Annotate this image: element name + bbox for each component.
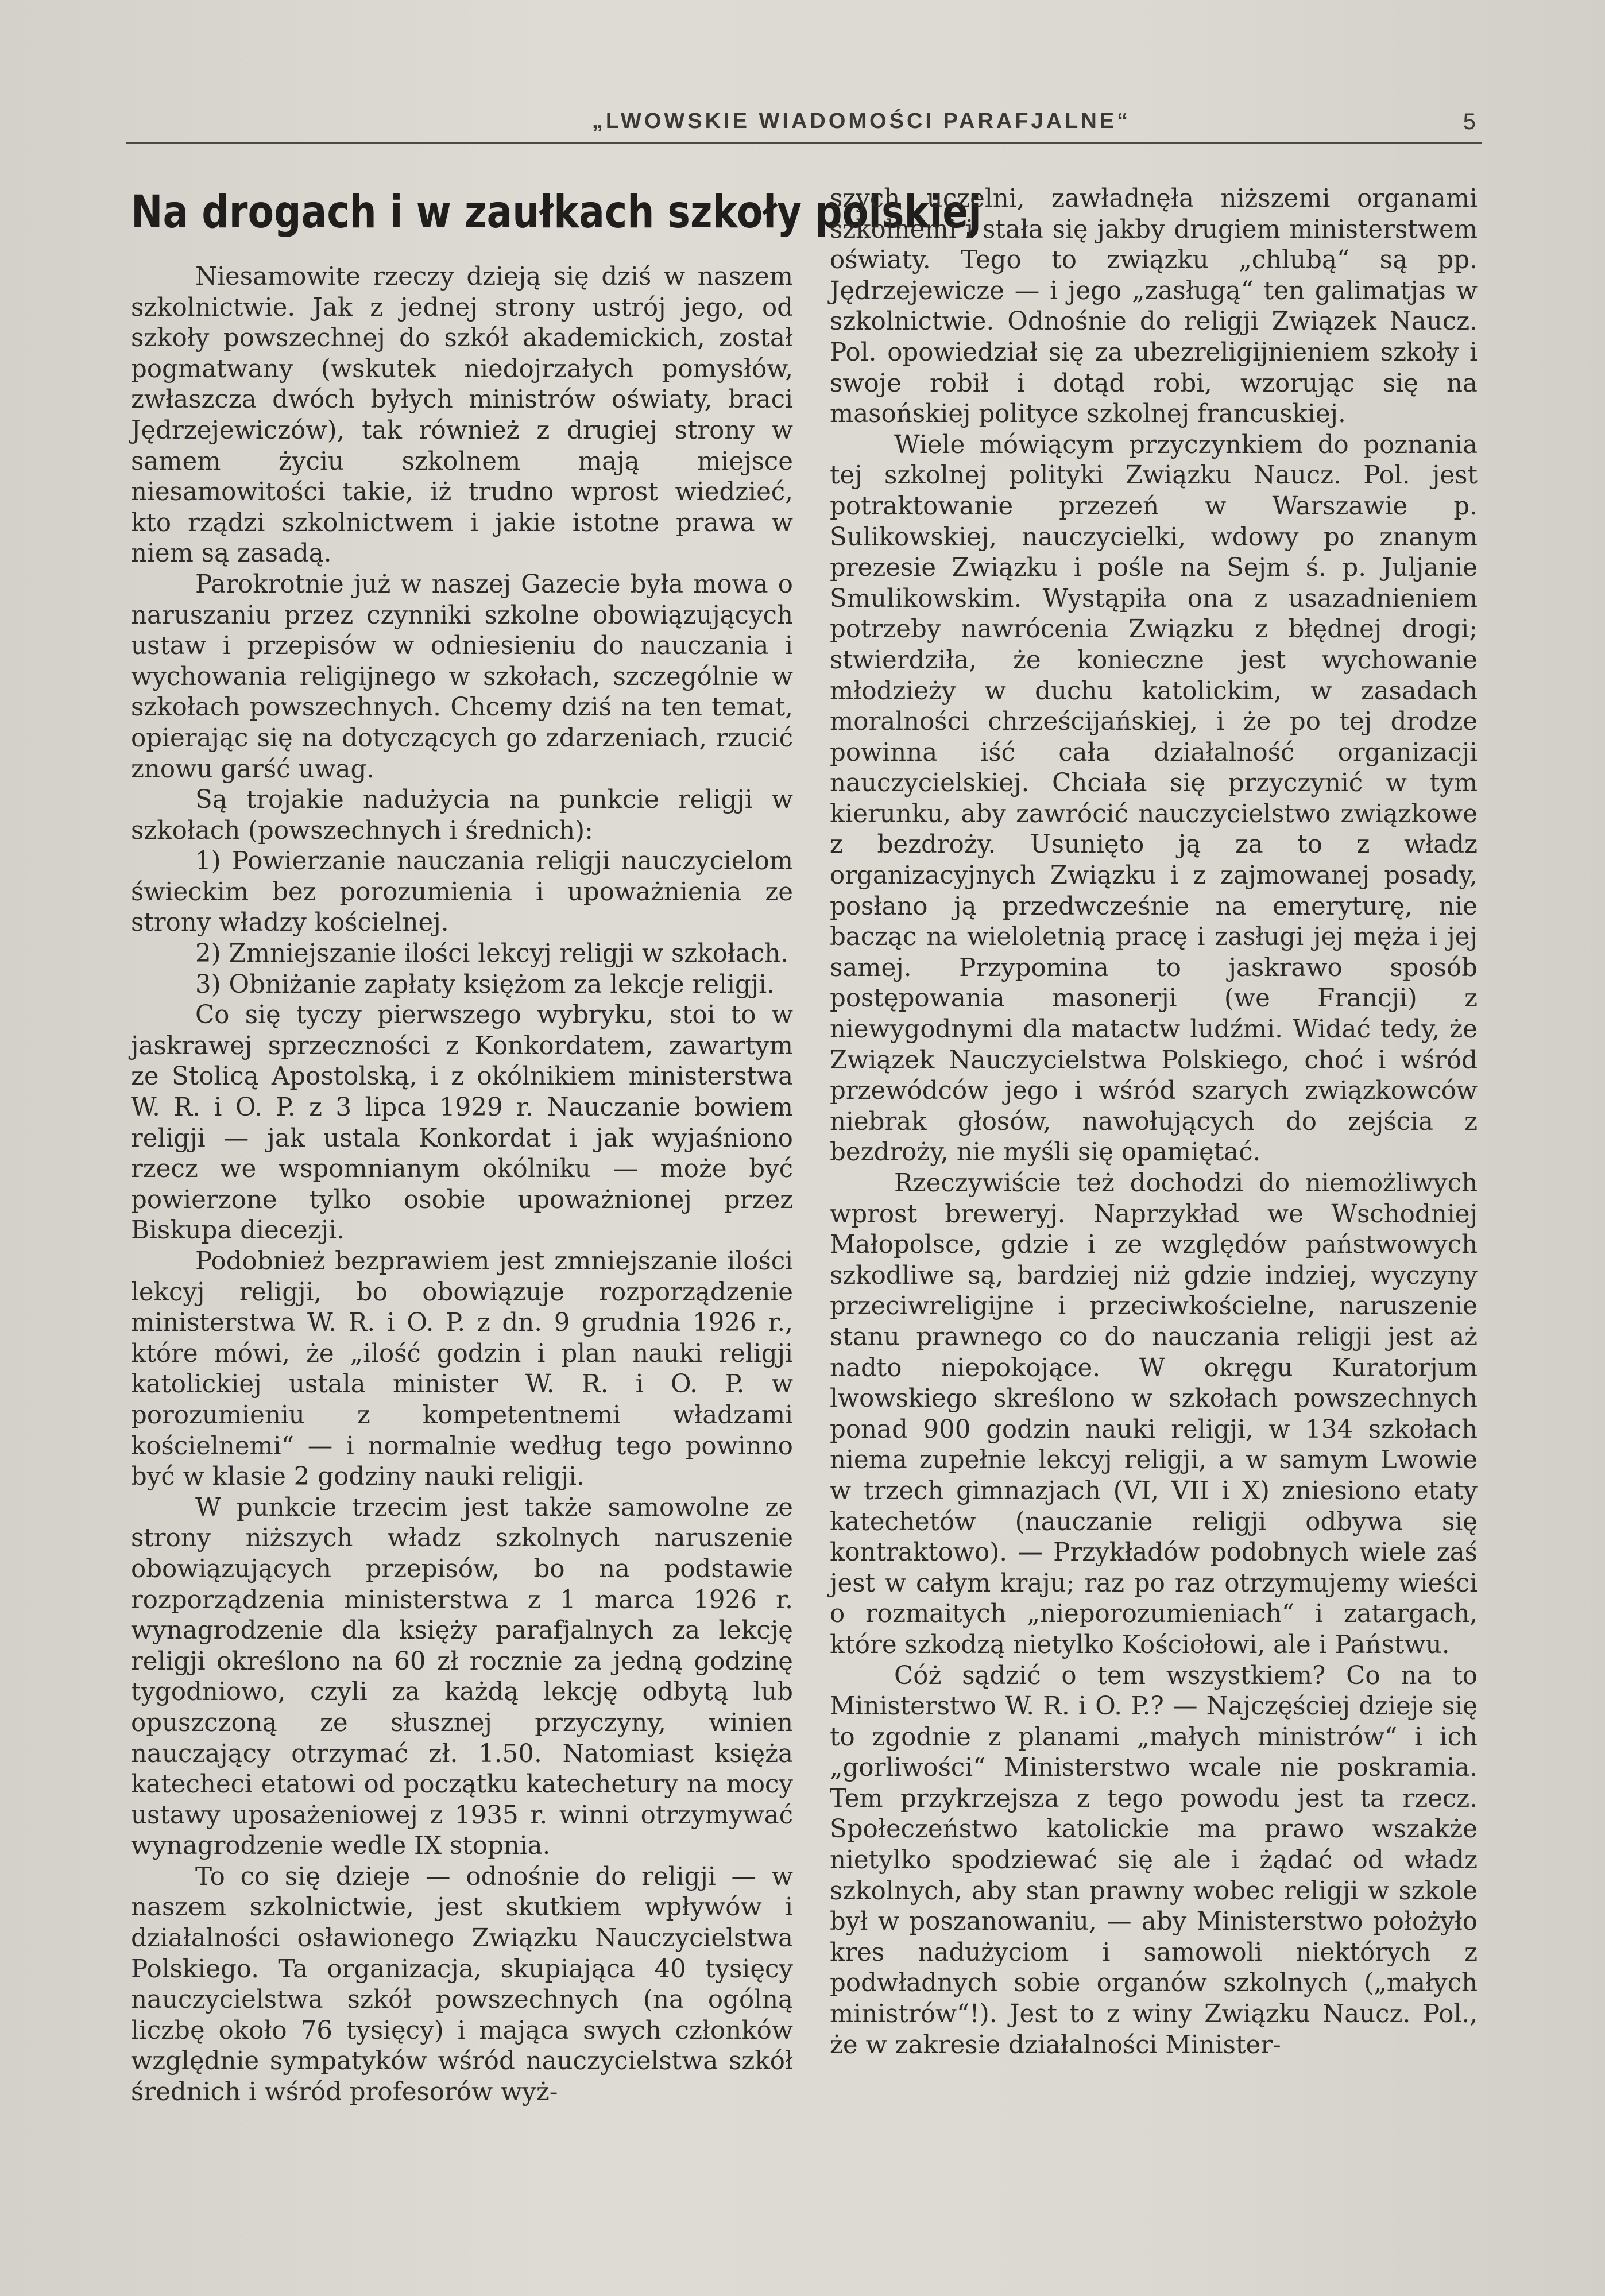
paragraph: Rzeczywiście też dochodzi do niemożliwych wprost breweryj. Naprzykład we Wschodniej Małopolsce, gdzie i ze względów państwowych szkodliwe są, bardziej niż gdzie indziej, wyczyny przeciwreligijne i przeciwkościelne, naruszenie stanu prawnego co do nauczania religji jest aż nadto niepokojące. W okręgu Kuratorjum lwowskiego skreślono w szkołach powszechnych ponad 900 godzin nauki religji, w 134 szkołach niema zupełnie lekcyj religji, a w samym Lwowie w trzech gimnazjach (VI, VII i X) zniesiono etaty katechetów (nauczanie religji odbywa się kontraktowo). — Przykładów podobnych wiele zaś jest w całym kraju; raz po raz otrzymujemy wieści o rozmaitych „nieporozumieniach“ i zatargach, które szkodzą nietylko Kościołowi, ale i Państwu. [830, 1169, 1478, 1659]
paragraph: Są trojakie nadużycia na punkcie religji w szkołach (powszechnych i średnich): [131, 785, 793, 845]
right-column [830, 184, 1478, 2061]
paragraph: Niesamowite rzeczy dzieją się dziś w naszem szkolnictwie. Jak z jednej strony ustrój jego, od szkoły powszechnej do szkół akademickich, został pogmatwany (wskutek niedojrzałych pomysłów, zwłaszcza dwóch byłych ministrów oświaty, braci Jędrzejewiczów), tak również z drugiej strony w samem życiu szkolnem mają miejsce niesamowitości takie, iż trudno wprost wiedzieć, kto rządzi szkolnictwem i jakie istotne prawa w niem są zasadą. [131, 262, 793, 568]
page-header [126, 109, 1482, 149]
paragraph: W punkcie trzecim jest także samowolne ze strony niższych władz szkolnych naruszenie obowiązujących przepisów, bo na podstawie rozporządzenia ministerstwa z 1 marca 1926 r. wynagrodzenie dla księży parafjalnych za lekcję religji określono na 60 zł rocznie za jedną godzinę tygodniowo, czyli za każdą lekcję odbytą lub opuszczoną ze słusznej przyczyny, winien nauczający otrzymać zł. 1.50. Natomiast księża katecheci etatowi od początku katechetury na mocy ustawy uposażeniowej z 1935 r. winni otrzymywać wynagrodzenie wedle IX stopnia. [131, 1493, 793, 1861]
paragraph: Parokrotnie już w naszej Gazecie była mowa o naruszaniu przez czynniki szkolne obowiązujących ustaw i przepisów w odniesieniu do nauczania i wychowania religijnego w szkołach, szczególnie w szkołach powszechnych. Chcemy dziś na ten temat, opierając się na dotyczących go zdarzeniach, rzucić znowu garść uwag. [131, 570, 793, 784]
paragraph: To co się dzieje — odnośnie do religji — w naszem szkolnictwie, jest skutkiem wpływów i działalności osławionego Związku Nauczycielstwa Polskiego. Ta organizacja, skupiająca 40 tysięcy nauczycielstwa szkół powszechnych (na ogólną liczbę około 76 tysięcy) i mająca swych członków względnie sympatyków wśród nauczycielstwa szkół średnich i wśród profesorów wyż- [131, 1862, 793, 2107]
running-title: „LWOWSKIE WIADOMOŚCI PARAFJALNE“ [591, 109, 1131, 133]
paragraph: Podobnież bezprawiem jest zmniejszanie ilości lekcyj religji, bo obowiązuje rozporządzenie ministerstwa W. R. i O. P. z dn. 9 grudnia 1926 r., które mówi, że „ilość godzin i plan nauki religji katolickiej ustala minister W. R. i O. P. w porozumieniu z kompetentnemi władzami kościelnemi“ — i normalnie według tego powinno być w klasie 2 godziny nauki religji. [131, 1247, 793, 1492]
paragraph: Wiele mówiącym przyczynkiem do poznania tej szkolnej polityki Związku Naucz. Pol. jest potraktowanie przezeń w Warszawie p. Sulikowskiej, nauczycielki, wdowy po znanym prezesie Związku i pośle na Sejm ś. p. Juljanie Smulikowskim. Wystąpiła ona z usazadnieniem potrzeby nawrócenia Związku z błędnej drogi; stwierdziła, że konieczne jest wychowanie młodzieży w duchu katolickim, w zasadach moralności chrześcijańskiej, i że po tej drodze powinna iść cała działalność organizacji nauczycielskiej. Chciała się przyczynić w tym kierunku, aby zawrócić nauczycielstwo związkowe z bezdroży. Usunięto ją za to z władz organizacyjnych Związku i z zajmowanej posady, posłano ją przedwcześnie na emeryturę, nie bacząc na wieloletnią pracę i zasługi jej męża i jej samej. Przypomina to jaskrawo sposób postępowania masonerji (we Francji) z niewygodnymi dla matactw ludźmi. Widać tedy, że Związek Nauczycielstwa Polskiego, choć i wśród przewódców jego i wśród szarych związkowców niebrak głosów, nawołujących do zejścia z bezdroży, nie myśli się opamiętać. [830, 430, 1478, 1167]
page-number: 5 [1463, 109, 1476, 134]
paragraph: Cóż sądzić o tem wszystkiem? Co na to Ministerstwo W. R. i O. P.? — Najczęściej dzieje się to zgodnie z planami „małych ministrów“ i ich „gorliwości“ Ministerstwo wcale nie poskramia. Tem przykrzejsza z tego powodu jest ta rzecz. Społeczeństwo katolickie ma prawo wszakże nietylko spodziewać się ale i żądać od władz szkolnych, aby stan prawny wobec religji w szkole był w poszanowaniu, — aby Ministerstwo położyło kres nadużyciom i samowoli niektórych z podwładnych sobie organów szkolnych („małych ministrów“!). Jest to z winy Związku Naucz. Pol., że w zakresie działalności Minister- [830, 1661, 1478, 2059]
article-title: Na drogach i w zaułkach szkoły polskiej [131, 187, 982, 238]
paragraph: Co się tyczy pierwszego wybryku, stoi to w jaskrawej sprzeczności z Konkordatem, zawartym ze Stolicą Apostolską, i z okólnikiem ministerstwa W. R. i O. P. z 3 lipca 1929 r. Nauczanie bowiem religji — jak ustala Konkordat i jak wyjaśniono rzecz we wspomnianym okólniku — może być powierzone tylko osobie upoważnionej przez Biskupa diecezji. [131, 1001, 793, 1245]
list-item: 1) Powierzanie nauczania religji nauczycielom świeckim bez porozumienia i upoważnienia ze strony władzy kościelnej. [131, 847, 793, 938]
header-rule [126, 142, 1482, 144]
left-column [131, 184, 982, 2108]
list-item: 3) Obniżanie zapłaty księżom za lekcje religji. [195, 970, 775, 999]
paragraph: szych uczelni, zawładnęła niższemi organami szkolnemi i stała się jakby drugiem ministerstwem oświaty. Tego to związku „chlubą“ są pp. Jędrzejewicze — i jego „zasługą“ ten galimatjas w szkolnictwie. Odnośnie do religji Związek Naucz. Pol. opowiedział się za ubezreligijnieniem szkoły i swoje robił i dotąd robi, wzorując się na masońskiej polityce szkolnej francuskiej. [830, 184, 1478, 429]
list-item: 2) Zmniejszanie ilości lekcyj religji w szkołach. [195, 939, 789, 969]
